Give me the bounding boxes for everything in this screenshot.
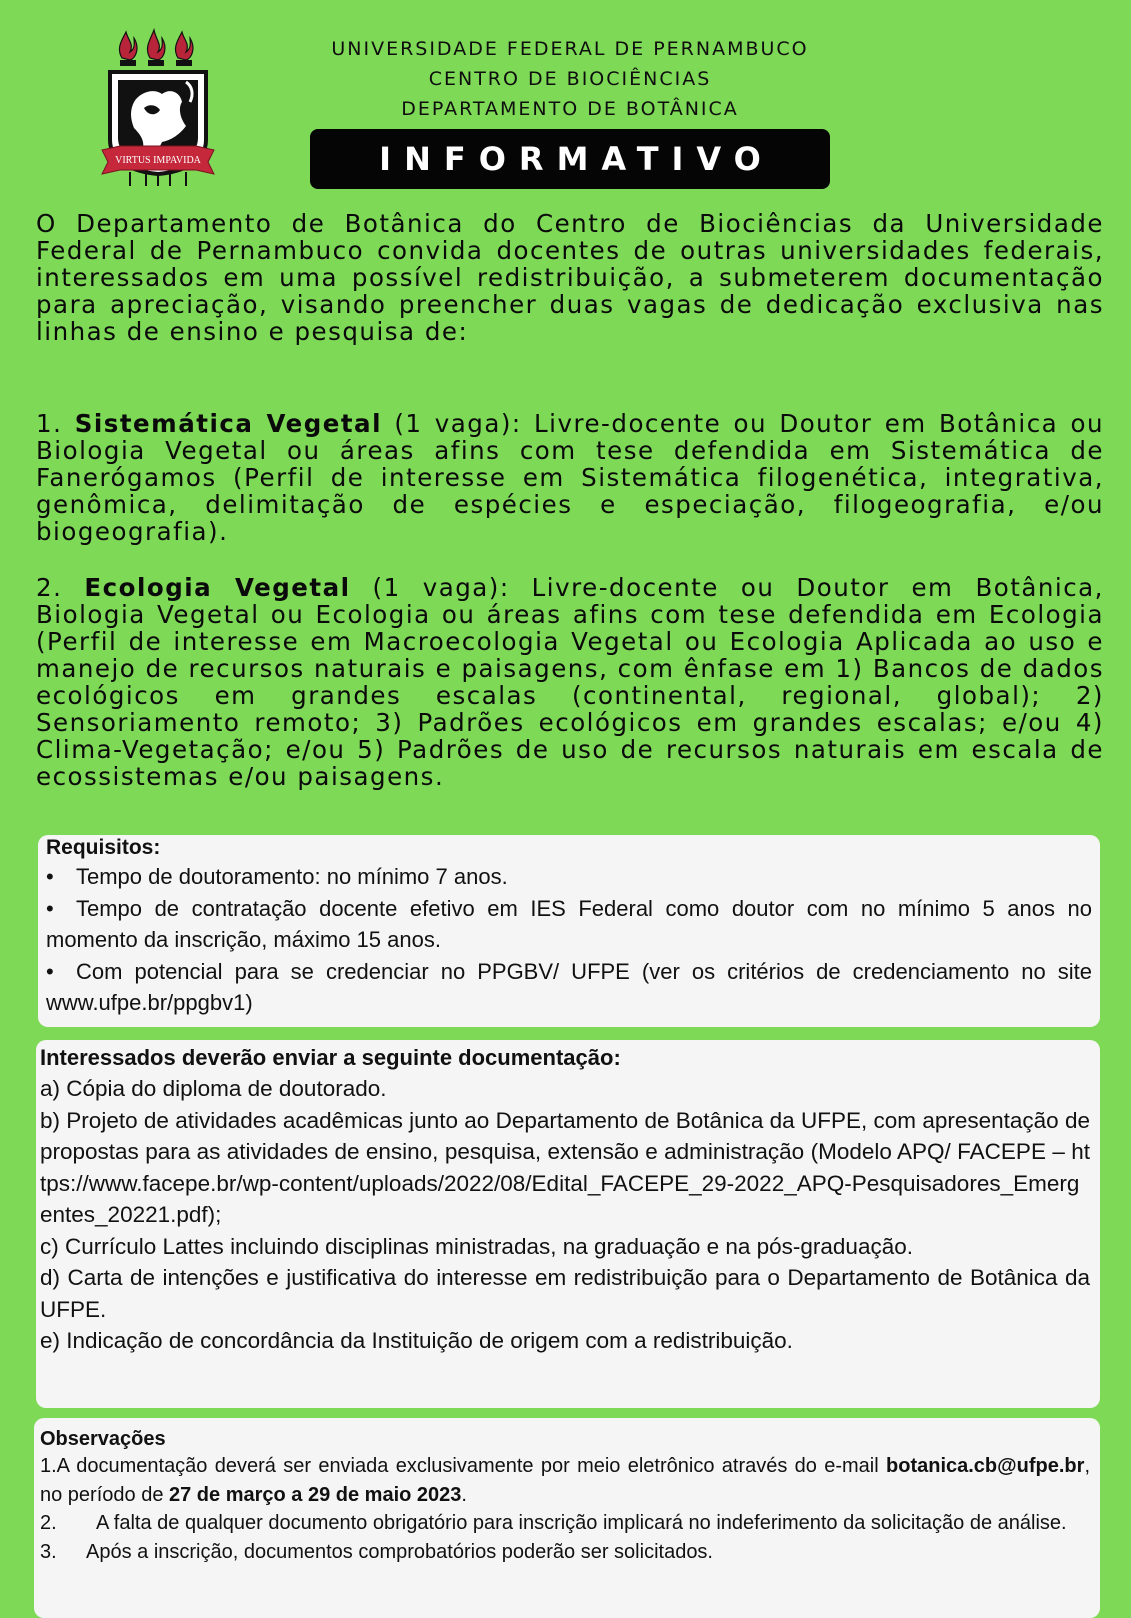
- logo-motto: VIRTUS IMPAVIDA: [115, 155, 201, 166]
- document-item: a) Cópia do diploma de doutorado.: [40, 1076, 387, 1101]
- bullet-icon: •: [46, 895, 54, 921]
- document-item: e) Indicação de concordância da Instituição de origem com a redistribuição.: [40, 1328, 793, 1353]
- document-item: c) Currículo Lattes incluindo disciplinas ministradas, na graduação e na pós-graduação.: [40, 1233, 913, 1259]
- observation-item-2: 2. A falta de qualquer documento obrigatório para inscrição implicará no indeferimento da solicitação de análise.: [40, 1512, 1067, 1534]
- document-item: b) Projeto de atividades acadêmicas junto ao Departamento de Botânica da UFPE, com apresentação de propostas para as atividades de ensino, pesquisa, extensão e administração (Modelo APQ/ FACEPE – https://www.facepe.br/wp-content/uploads/2022/08/Edital_FACEPE_29-2022_APQ-Pesquisadores_Emergentes_20221.pdf);: [40, 1107, 1090, 1227]
- department-name: DEPARTAMENTO DE BOTÂNICA: [401, 98, 739, 120]
- requirement-item: • Com potencial para se credenciar no PPGBV/ UFPE (ver os critérios de credenciamento no site www.ufpe.br/ppgbv1): [46, 956, 1092, 1019]
- position-description: (1 vaga): Livre-docente ou Doutor em Botânica ou Biologia Vegetal ou áreas afins com tese defendida em Sistemática de Fanerógamos (Perfil de interesse em Sistemática filogenética, integrativa, genômica, delimitação de espécies e especiação, filogeografia, e/ou biogeografia).: [36, 409, 1105, 546]
- document-item: d) Carta de intenções e justificativa do interesse em redistribuição para o Departamento de Botânica da UFPE.: [40, 1265, 1090, 1322]
- requirements-title: Requisitos:: [46, 836, 161, 859]
- position-number: 1.: [36, 409, 63, 438]
- contact-email[interactable]: botanica.cb@ufpe.br: [886, 1455, 1085, 1477]
- institution-header: [260, 34, 880, 124]
- position-area: Ecologia Vegetal: [84, 573, 351, 602]
- observation-item-1: 1.A documentação deverá ser enviada exclusivamente por meio eletrônico através do e-mail botanica.cb@ufpe.br, no período de 27 de março a 29 de maio 2023.: [40, 1455, 1090, 1506]
- documents-title: Interessados deverão enviar a seguinte documentação:: [40, 1045, 621, 1070]
- observations-title: Observações: [40, 1428, 166, 1450]
- requirement-item: • Tempo de contratação docente efetivo em IES Federal como doutor com no mínimo 5 anos no momento da inscrição, máximo 15 anos.: [46, 893, 1092, 956]
- informativo-banner: INFORMATIVO: [310, 129, 830, 189]
- position-item-1: [36, 410, 1104, 545]
- requirement-item: • Tempo de doutoramento: no mínimo 7 anos.: [46, 861, 1092, 893]
- ufpe-logo: [100, 22, 216, 188]
- submission-period: 27 de março a 29 de maio 2023: [169, 1483, 462, 1506]
- bullet-icon: •: [46, 864, 54, 889]
- position-number: 2.: [36, 573, 63, 602]
- university-name: UNIVERSIDADE FEDERAL DE PERNAMBUCO: [331, 38, 809, 60]
- requirements-box: [38, 835, 1100, 1027]
- position-item-2: [36, 574, 1104, 790]
- intro-paragraph: O Departamento de Botânica do Centro de Biociências da Universidade Federal de Pernambuco convida docentes de outras universidades federais, interessados em uma possível redistribuição, a submeterem documentação para apreciação, visando preencher duas vagas de dedicação exclusiva nas linhas de ensino e pesquisa de:: [36, 209, 1104, 346]
- center-name: CENTRO DE BIOCIÊNCIAS: [428, 68, 712, 90]
- observations-box: [34, 1418, 1100, 1618]
- position-description: (1 vaga): Livre-docente ou Doutor em Botânica, Biologia Vegetal ou Ecologia ou áreas afins com tese defendida em Ecologia (Perfil de interesse em Macroecologia Vegetal ou Ecologia Aplicada ao uso e manejo de recursos naturais e paisagens, com ênfase em 1) Bancos de dados ecológicos em grandes escalas (continental, regional, global); 2) Sensoriamento remoto; 3) Padrões ecológicos em grandes escalas; e/ou 4) Clima-Vegetação; e/ou 5) Padrões de uso de recursos naturais em escala de ecossistemas e/ou paisagens.: [36, 573, 1104, 791]
- bullet-icon: •: [46, 958, 54, 984]
- observation-item-3: 3. Após a inscrição, documentos comprobatórios poderão ser solicitados.: [40, 1540, 713, 1563]
- documents-box: [36, 1040, 1100, 1408]
- position-area: Sistemática Vegetal: [74, 409, 382, 438]
